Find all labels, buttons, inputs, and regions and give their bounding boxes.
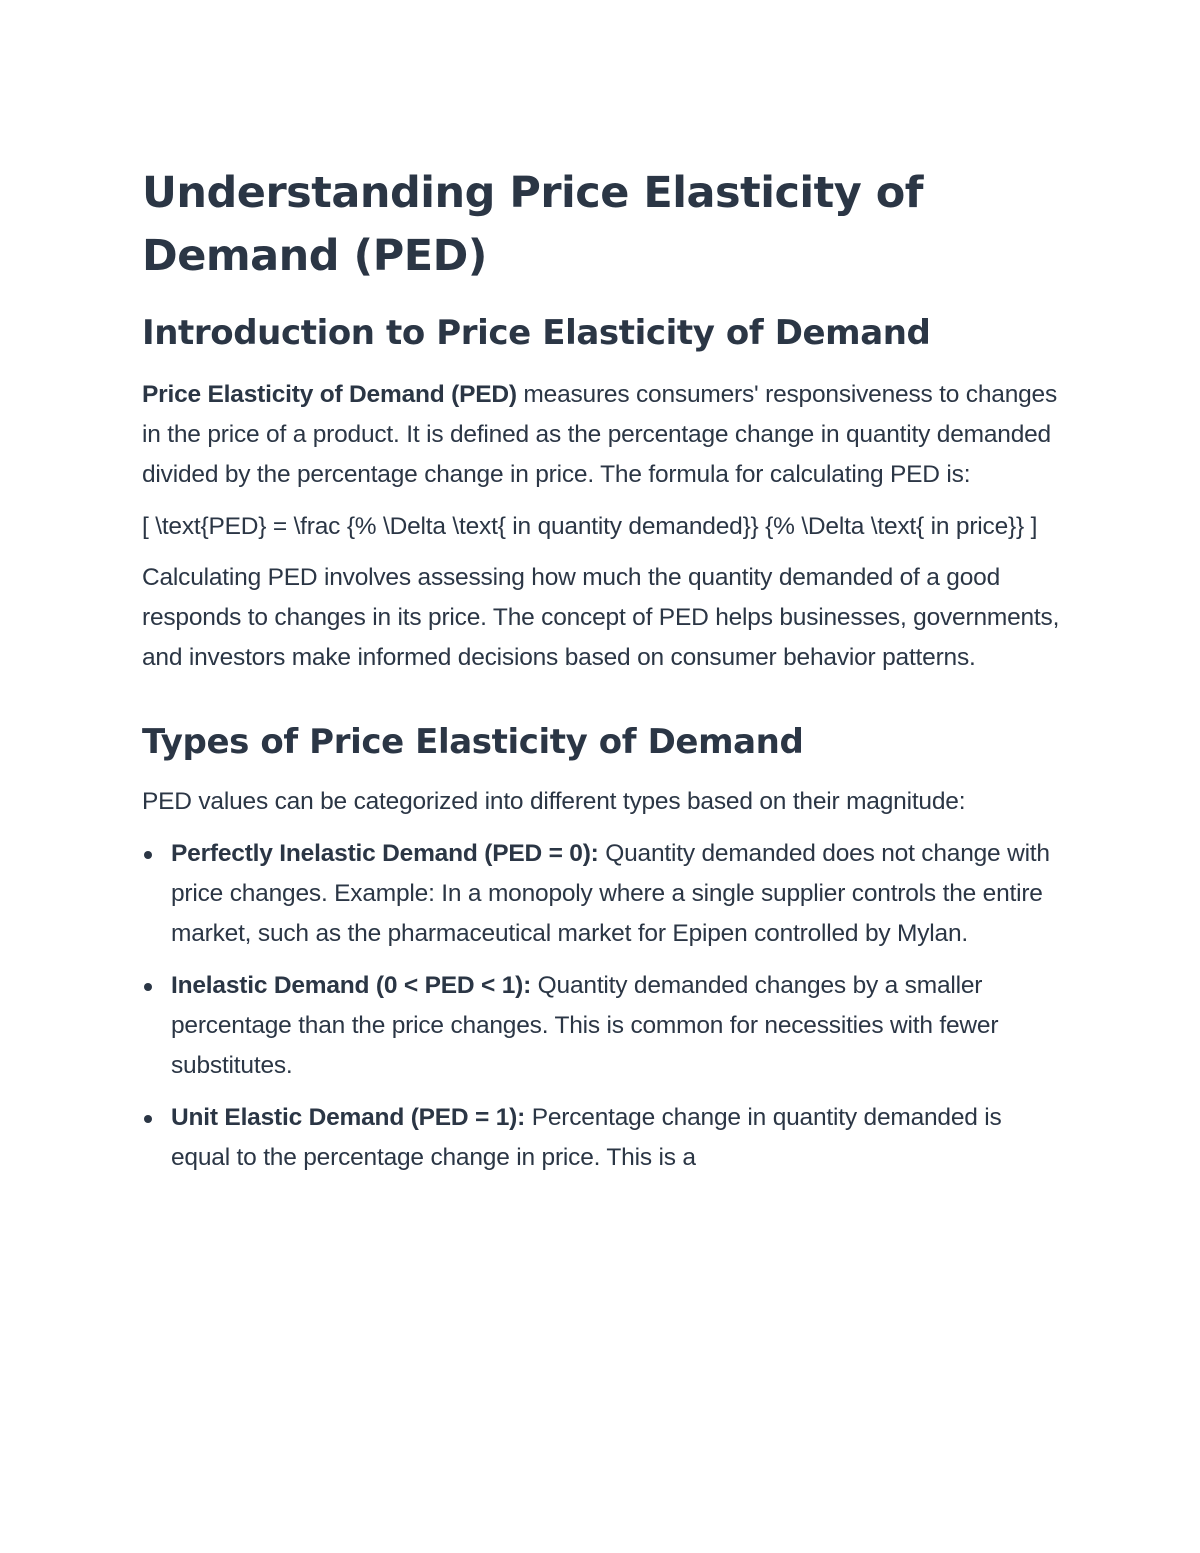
intro-paragraph: [142, 375, 1062, 495]
intro-term: Price Elasticity of Demand (PED): [142, 381, 517, 408]
list-item-text: Percentage change in quantity demanded is equal to the percentage change in price. This is a: [171, 1104, 1002, 1171]
document-page: [142, 162, 1062, 1190]
document-title: Understanding Price Elasticity of Demand (PED): [142, 168, 923, 281]
ped-formula: [ \text{PED} = \frac {% \Delta \text{ in quantity demanded}} {% \Delta \text{ in price}} ]: [142, 513, 1038, 540]
types-list: [142, 834, 1062, 1178]
types-heading: Types of Price Elasticity of Demand: [142, 722, 804, 762]
bullet-icon: [144, 851, 152, 859]
list-item-term: Perfectly Inelastic Demand (PED = 0):: [171, 840, 599, 867]
intro-text: measures consumers' responsiveness to changes in the price of a product. It is defined as the percentage change in quantity demanded divided by the percentage change in price. The formula for calculating PED is:: [142, 381, 1058, 488]
bullet-icon: [144, 1115, 152, 1123]
types-intro: PED values can be categorized into different types based on their magnitude:: [142, 788, 966, 815]
intro-heading: Introduction to Price Elasticity of Demand: [142, 313, 931, 353]
list-item-term: Unit Elastic Demand (PED = 1):: [171, 1104, 526, 1131]
list-item-text: Quantity demanded changes by a smaller percentage than the price changes. This is common for necessities with fewer substitutes.: [171, 972, 999, 1079]
calculation-paragraph: Calculating PED involves assessing how much the quantity demanded of a good responds to changes in its price. The concept of PED helps businesses, governments, and investors make informed decisions based on consumer behavior patterns.: [142, 564, 1060, 671]
list-item-text: Quantity demanded does not change with price changes. Example: In a monopoly where a single supplier controls the entire market, such as the pharmaceutical market for Epipen controlled by Mylan.: [171, 840, 1050, 947]
list-item-perfectly-inelastic: [142, 834, 1062, 954]
bullet-icon: [144, 983, 152, 991]
list-item-term: Inelastic Demand (0 < PED < 1):: [171, 972, 532, 999]
list-item-unit-elastic: [142, 1098, 1062, 1178]
list-item-inelastic: [142, 966, 1062, 1086]
